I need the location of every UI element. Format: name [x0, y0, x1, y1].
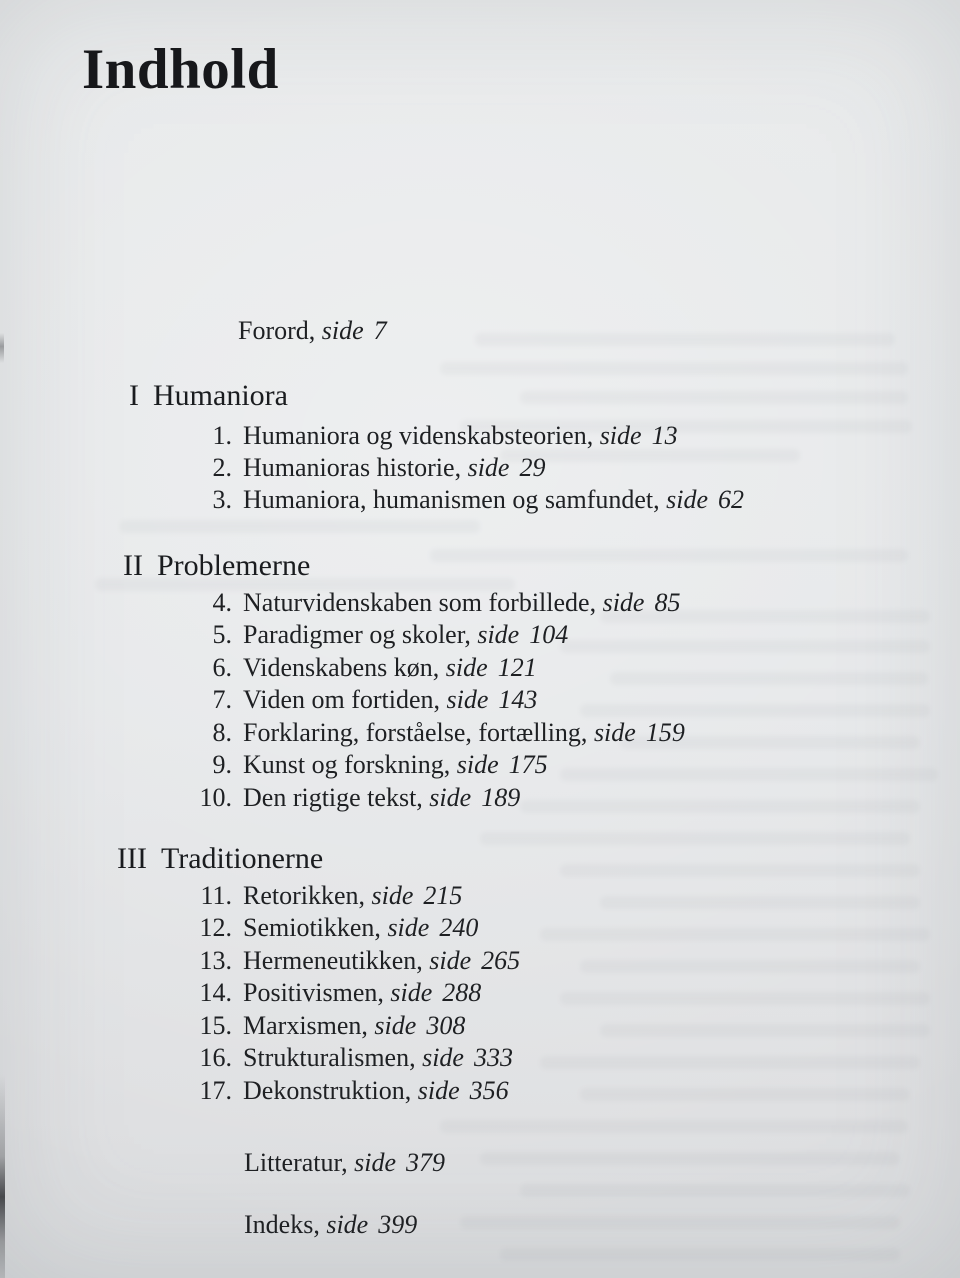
page-number: 189	[481, 783, 521, 812]
item-number: 1.	[212, 421, 232, 450]
side-word: side	[371, 881, 414, 910]
section-heading-problemerne	[123, 549, 310, 583]
book-gutter-shadow	[0, 1075, 5, 1278]
toc-item	[194, 1076, 509, 1106]
section-numeral: II	[123, 549, 143, 582]
item-number: 11.	[200, 881, 232, 910]
item-label: Humaniora og videnskabsteorien,	[243, 421, 594, 450]
item-number: 17.	[199, 1076, 232, 1105]
page-number: 62	[718, 485, 745, 514]
item-entry	[243, 485, 744, 515]
item-number: 16.	[199, 1043, 232, 1072]
item-entry	[243, 881, 462, 911]
item-label: Den rigtige tekst,	[243, 783, 423, 812]
section-numeral: I	[129, 379, 139, 412]
page-number: 7	[373, 316, 387, 345]
section-title: Humaniora	[153, 379, 288, 412]
toc-item	[194, 1043, 513, 1073]
side-word: side	[467, 453, 510, 482]
entry-label: Forord,	[238, 316, 316, 345]
item-label: Viden om fortiden,	[243, 685, 441, 714]
item-label: Humaniora, humanismen og samfundet,	[243, 485, 660, 514]
toc-item	[194, 946, 520, 976]
page-number: 215	[423, 881, 463, 910]
toc-item	[194, 588, 680, 618]
side-word: side	[456, 750, 499, 779]
item-label: Paradigmer og skoler,	[243, 620, 471, 649]
page-number: 288	[442, 978, 482, 1007]
item-entry	[243, 588, 680, 618]
side-word: side	[599, 421, 642, 450]
toc-item	[194, 1011, 465, 1041]
item-entry	[243, 946, 520, 976]
item-entry	[243, 718, 685, 748]
item-label: Strukturalismen,	[243, 1043, 416, 1072]
toc-entry-forord	[238, 316, 387, 346]
page-number: 85	[654, 588, 681, 617]
item-label: Positivismen,	[243, 978, 384, 1007]
side-word: side	[593, 718, 636, 747]
item-entry	[243, 620, 568, 650]
item-number: 2.	[212, 453, 232, 482]
page-number: 356	[469, 1076, 509, 1105]
page-number: 399	[378, 1210, 418, 1239]
item-number: 14.	[199, 978, 232, 1007]
item-number: 10.	[199, 783, 232, 812]
toc-item	[194, 978, 481, 1008]
page-number: 333	[473, 1043, 513, 1072]
item-label: Humanioras historie,	[243, 453, 462, 482]
toc-item	[194, 750, 548, 780]
page-number: 159	[645, 718, 685, 747]
side-word: side	[354, 1148, 397, 1177]
section-title: Problemerne	[156, 549, 311, 582]
page-number: 175	[508, 750, 548, 779]
item-entry	[243, 978, 481, 1008]
toc-item	[194, 881, 462, 911]
section-numeral: III	[117, 842, 147, 875]
side-word: side	[390, 978, 433, 1007]
item-label: Naturvidenskaben som forbillede,	[243, 588, 597, 617]
item-number: 15.	[199, 1011, 232, 1040]
page-number: 308	[426, 1011, 466, 1040]
toc-item	[194, 453, 545, 483]
entry-label: Indeks,	[244, 1210, 320, 1239]
item-label: Forklaring, forståelse, fortælling,	[243, 718, 588, 747]
page-number: 29	[519, 453, 546, 482]
item-number: 4.	[212, 588, 232, 617]
side-word: side	[477, 620, 520, 649]
item-entry	[243, 1076, 509, 1106]
item-entry	[243, 913, 478, 943]
side-word: side	[422, 1043, 464, 1072]
item-number: 8.	[212, 718, 232, 747]
toc-item	[194, 783, 520, 813]
side-word: side	[602, 588, 645, 617]
item-number: 6.	[212, 653, 232, 682]
side-word: side	[374, 1011, 417, 1040]
toc-entry-indeks	[244, 1210, 417, 1240]
side-word: side	[429, 946, 472, 975]
side-word: side	[446, 685, 489, 714]
toc-item	[194, 620, 568, 650]
toc-item	[194, 485, 744, 515]
item-entry	[243, 783, 520, 813]
item-entry	[243, 685, 537, 715]
item-entry	[243, 1043, 513, 1073]
item-number: 3.	[212, 485, 232, 514]
page-title: Indhold	[82, 38, 279, 102]
section-heading-humaniora	[129, 379, 288, 413]
item-entry	[243, 421, 678, 451]
toc-entry-litteratur	[244, 1148, 445, 1178]
side-word: side	[321, 316, 364, 345]
item-label: Dekonstruktion,	[243, 1076, 412, 1105]
page-number: 104	[529, 620, 569, 649]
item-number: 7.	[212, 685, 232, 714]
side-word: side	[417, 1076, 460, 1105]
side-word: side	[429, 783, 472, 812]
page-number: 13	[651, 421, 678, 450]
item-label: Kunst og forskning,	[243, 750, 451, 779]
item-entry	[243, 750, 548, 780]
item-label: Marxismen,	[243, 1011, 368, 1040]
side-word: side	[326, 1210, 369, 1239]
toc-item	[194, 685, 537, 715]
toc-item	[194, 421, 678, 451]
item-label: Semiotikken,	[243, 913, 381, 942]
section-title: Traditionerne	[160, 842, 324, 875]
side-word: side	[666, 485, 709, 514]
item-number: 13.	[199, 946, 232, 975]
page-edge-mark	[0, 333, 4, 363]
page-number: 240	[439, 913, 479, 942]
page-number: 143	[498, 685, 538, 714]
page-number: 121	[497, 653, 537, 682]
item-label: Retorikken,	[243, 881, 366, 910]
toc-item	[194, 718, 685, 748]
item-label: Videnskabens køn,	[243, 653, 440, 682]
toc-item	[194, 913, 478, 943]
item-number: 12.	[199, 913, 232, 942]
page-number: 379	[406, 1148, 446, 1177]
item-entry	[243, 1011, 465, 1041]
item-number: 5.	[212, 620, 232, 649]
entry-label: Litteratur,	[244, 1148, 348, 1177]
toc-item	[194, 653, 537, 683]
item-label: Hermeneutikken,	[243, 946, 423, 975]
item-number: 9.	[212, 750, 232, 779]
item-entry	[243, 653, 537, 683]
side-word: side	[387, 913, 430, 942]
page-number: 265	[481, 946, 521, 975]
section-heading-traditionerne	[117, 842, 323, 876]
side-word: side	[445, 653, 488, 682]
item-entry	[243, 453, 545, 483]
